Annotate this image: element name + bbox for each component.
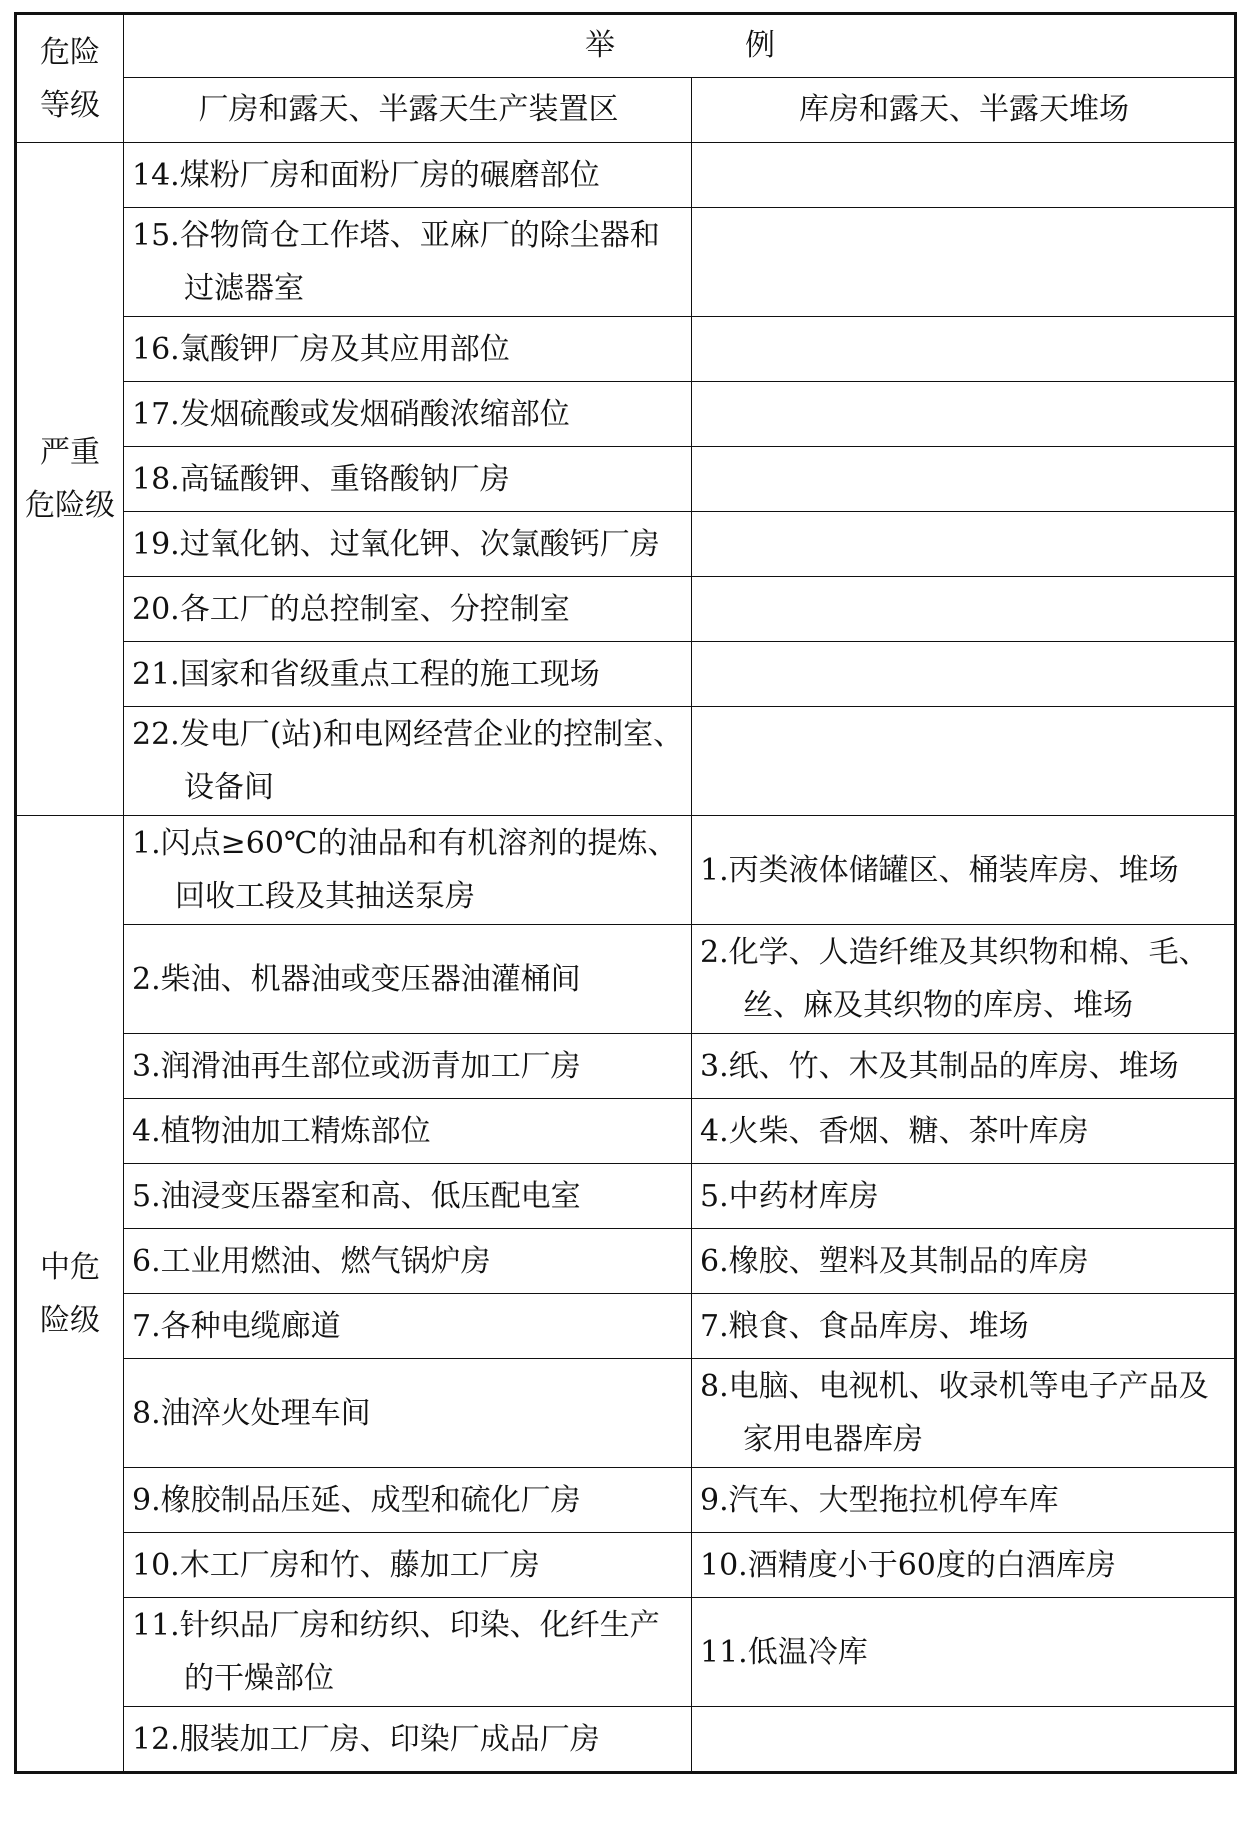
production-text: 5.油浸变压器室和高、低压配电室: [132, 1178, 581, 1214]
header-grade-line1: 危险: [40, 34, 100, 70]
table-row: [16, 1707, 1236, 1773]
header-row-2: [16, 78, 1236, 143]
table-row: [16, 816, 1236, 925]
grade-severe-line2: 危险级: [25, 488, 115, 523]
table-row: [16, 1164, 1236, 1229]
table-header: [16, 14, 1236, 143]
production-cell: [124, 1294, 692, 1359]
grade-medium-line2: 险级: [40, 1302, 100, 1338]
storage-cell: [692, 317, 1236, 382]
storage-cell: [692, 1468, 1236, 1533]
production-text: 15.谷物筒仓工作塔、亚麻厂的除尘器和过滤器室: [132, 218, 660, 306]
storage-text: 1.丙类液体储罐区、桶装库房、堆场: [700, 852, 1179, 888]
storage-cell: [692, 925, 1236, 1034]
production-cell: [124, 925, 692, 1034]
production-text: 12.服装加工厂房、印染厂成品厂房: [132, 1721, 600, 1757]
production-cell: [124, 1099, 692, 1164]
table-row: [16, 1294, 1236, 1359]
production-cell: [124, 317, 692, 382]
production-text: 22.发电厂(站)和电网经营企业的控制室、设备间: [132, 717, 684, 805]
storage-cell: [692, 512, 1236, 577]
production-cell: [124, 447, 692, 512]
header-storage: 库房和露天、半露天堆场: [692, 78, 1236, 143]
storage-cell: [692, 1707, 1236, 1773]
storage-cell: [692, 642, 1236, 707]
table-row: [16, 1359, 1236, 1468]
storage-text: 11.低温冷库: [700, 1634, 868, 1670]
storage-text: 7.粮食、食品库房、堆场: [700, 1308, 1029, 1344]
storage-text: 9.汽车、大型拖拉机停车库: [700, 1482, 1059, 1518]
grade-medium-line1: 中危: [40, 1249, 100, 1285]
storage-cell: [692, 577, 1236, 642]
table-row: [16, 447, 1236, 512]
table-row: [16, 1598, 1236, 1707]
table-row: [16, 317, 1236, 382]
storage-cell: [692, 1359, 1236, 1468]
table-row: [16, 512, 1236, 577]
production-text: 2.柴油、机器油或变压器油灌桶间: [132, 961, 581, 997]
production-cell: [124, 208, 692, 317]
header-row-1: [16, 14, 1236, 78]
production-cell: [124, 512, 692, 577]
production-cell: [124, 1229, 692, 1294]
table-row: [16, 707, 1236, 816]
production-text: 8.油淬火处理车间: [132, 1395, 371, 1431]
storage-cell: [692, 1229, 1236, 1294]
storage-text: 10.酒精度小于60度的白酒库房: [700, 1547, 1116, 1583]
production-text: 11.针织品厂房和纺织、印染、化纤生产的干燥部位: [132, 1608, 660, 1696]
table-row: [16, 1533, 1236, 1598]
header-production: 厂房和露天、半露天生产装置区: [124, 78, 692, 143]
production-text: 6.工业用燃油、燃气锅炉房: [132, 1243, 491, 1279]
production-text: 17.发烟硫酸或发烟硝酸浓缩部位: [132, 396, 570, 432]
storage-cell: [692, 447, 1236, 512]
production-text: 16.氯酸钾厂房及其应用部位: [132, 331, 510, 367]
production-text: 10.木工厂房和竹、藤加工厂房: [132, 1547, 540, 1583]
header-grade-line2: 等级: [40, 87, 100, 123]
production-cell: [124, 577, 692, 642]
grade-severe-line1: 严重: [40, 435, 100, 470]
grade-severe: [16, 143, 124, 816]
production-text: 3.润滑油再生部位或沥青加工厂房: [132, 1048, 581, 1084]
storage-cell: [692, 1598, 1236, 1707]
table-row: [16, 642, 1236, 707]
production-text: 18.高锰酸钾、重铬酸钠厂房: [132, 461, 510, 497]
production-text: 1.闪点≥60℃的油品和有机溶剂的提炼、回收工段及其抽送泵房: [132, 826, 678, 914]
storage-text: 6.橡胶、塑料及其制品的库房: [700, 1243, 1089, 1279]
storage-cell: [692, 1034, 1236, 1099]
storage-text: 5.中药材库房: [700, 1178, 879, 1214]
table-body: [16, 143, 1236, 1773]
storage-text: 4.火柴、香烟、糖、茶叶库房: [700, 1113, 1089, 1149]
table-row: [16, 382, 1236, 447]
storage-cell: [692, 707, 1236, 816]
storage-text: 2.化学、人造纤维及其织物和棉、毛、丝、麻及其织物的库房、堆场: [700, 935, 1209, 1023]
production-cell: [124, 1468, 692, 1533]
storage-cell: [692, 816, 1236, 925]
header-example-part2: 例: [745, 28, 775, 63]
storage-cell: [692, 1164, 1236, 1229]
production-cell: [124, 1707, 692, 1773]
header-grade: [16, 14, 124, 143]
production-cell: [124, 143, 692, 208]
hazard-classification-table: [14, 12, 1237, 1774]
header-example-part1: 举: [585, 28, 615, 63]
table-row: [16, 1034, 1236, 1099]
production-text: 9.橡胶制品压延、成型和硫化厂房: [132, 1482, 581, 1518]
storage-cell: [692, 382, 1236, 447]
table-row: [16, 143, 1236, 208]
production-cell: [124, 707, 692, 816]
production-text: 14.煤粉厂房和面粉厂房的碾磨部位: [132, 157, 600, 193]
production-cell: [124, 642, 692, 707]
table-row: [16, 925, 1236, 1034]
production-text: 21.国家和省级重点工程的施工现场: [132, 656, 600, 692]
production-text: 7.各种电缆廊道: [132, 1308, 341, 1344]
storage-cell: [692, 143, 1236, 208]
production-cell: [124, 382, 692, 447]
table-row: [16, 208, 1236, 317]
production-cell: [124, 1359, 692, 1468]
storage-cell: [692, 1294, 1236, 1359]
storage-cell: [692, 1099, 1236, 1164]
production-text: 4.植物油加工精炼部位: [132, 1113, 431, 1149]
storage-cell: [692, 1533, 1236, 1598]
hazard-table-page: [14, 12, 1234, 1774]
production-cell: [124, 1034, 692, 1099]
grade-medium: [16, 816, 124, 1773]
storage-cell: [692, 208, 1236, 317]
table-row: [16, 1229, 1236, 1294]
header-example: [124, 14, 1236, 78]
table-row: [16, 1468, 1236, 1533]
production-text: 20.各工厂的总控制室、分控制室: [132, 591, 570, 627]
production-cell: [124, 1164, 692, 1229]
table-row: [16, 577, 1236, 642]
production-cell: [124, 816, 692, 925]
storage-text: 3.纸、竹、木及其制品的库房、堆场: [700, 1048, 1179, 1084]
storage-text: 8.电脑、电视机、收录机等电子产品及家用电器库房: [700, 1369, 1209, 1457]
production-text: 19.过氧化钠、过氧化钾、次氯酸钙厂房: [132, 526, 660, 562]
production-cell: [124, 1598, 692, 1707]
table-row: [16, 1099, 1236, 1164]
production-cell: [124, 1533, 692, 1598]
